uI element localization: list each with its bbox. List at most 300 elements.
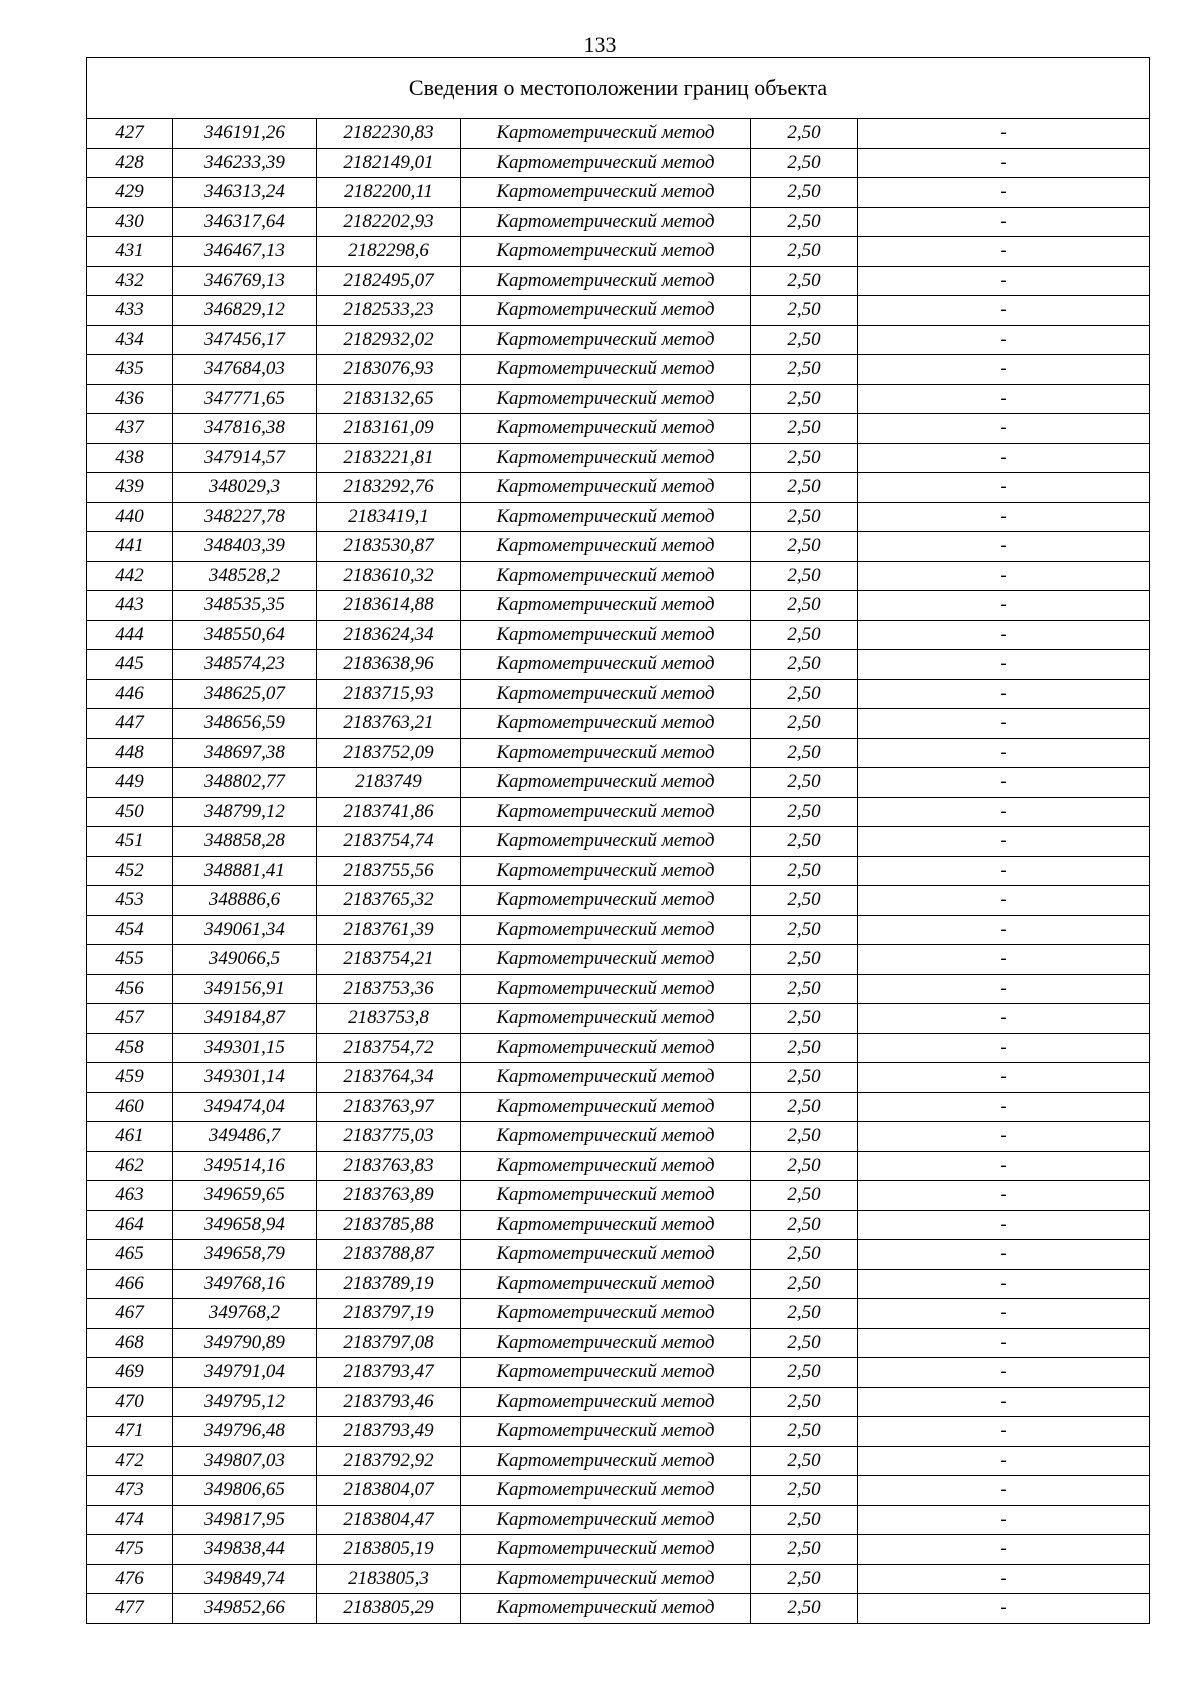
table-row <box>87 915 1150 945</box>
table-row <box>87 1564 1150 1594</box>
point-number-cell: 444 <box>87 620 173 650</box>
description-cell: - <box>858 119 1150 149</box>
table-row <box>87 1063 1150 1093</box>
table-row <box>87 296 1150 326</box>
method-cell: Картометрический метод <box>461 1269 751 1299</box>
y-coordinate-cell: 2183788,87 <box>317 1240 461 1270</box>
method-cell: Картометрический метод <box>461 443 751 473</box>
accuracy-cell: 2,50 <box>751 325 858 355</box>
y-coordinate-cell: 2183804,47 <box>317 1505 461 1535</box>
description-cell: - <box>858 1004 1150 1034</box>
x-coordinate-cell: 349807,03 <box>173 1446 317 1476</box>
accuracy-cell: 2,50 <box>751 1033 858 1063</box>
x-coordinate-cell: 349790,89 <box>173 1328 317 1358</box>
point-number-cell: 466 <box>87 1269 173 1299</box>
point-number-cell: 451 <box>87 827 173 857</box>
description-cell: - <box>858 207 1150 237</box>
accuracy-cell: 2,50 <box>751 1004 858 1034</box>
method-cell: Картометрический метод <box>461 207 751 237</box>
description-cell: - <box>858 1210 1150 1240</box>
description-cell: - <box>858 1181 1150 1211</box>
point-number-cell: 460 <box>87 1092 173 1122</box>
description-cell: - <box>858 414 1150 444</box>
x-coordinate-cell: 348858,28 <box>173 827 317 857</box>
x-coordinate-cell: 349474,04 <box>173 1092 317 1122</box>
x-coordinate-cell: 347914,57 <box>173 443 317 473</box>
table-row <box>87 414 1150 444</box>
accuracy-cell: 2,50 <box>751 679 858 709</box>
description-cell: - <box>858 561 1150 591</box>
accuracy-cell: 2,50 <box>751 237 858 267</box>
description-cell: - <box>858 1299 1150 1329</box>
accuracy-cell: 2,50 <box>751 355 858 385</box>
table-row <box>87 443 1150 473</box>
description-cell: - <box>858 384 1150 414</box>
y-coordinate-cell: 2183765,32 <box>317 886 461 916</box>
y-coordinate-cell: 2183804,07 <box>317 1476 461 1506</box>
y-coordinate-cell: 2183753,8 <box>317 1004 461 1034</box>
y-coordinate-cell: 2182230,83 <box>317 119 461 149</box>
method-cell: Картометрический метод <box>461 1063 751 1093</box>
y-coordinate-cell: 2182200,11 <box>317 178 461 208</box>
method-cell: Картометрический метод <box>461 945 751 975</box>
y-coordinate-cell: 2183793,47 <box>317 1358 461 1388</box>
x-coordinate-cell: 349514,16 <box>173 1151 317 1181</box>
table-row <box>87 679 1150 709</box>
accuracy-cell: 2,50 <box>751 207 858 237</box>
point-number-cell: 450 <box>87 797 173 827</box>
description-cell: - <box>858 886 1150 916</box>
accuracy-cell: 2,50 <box>751 1181 858 1211</box>
table-row <box>87 1210 1150 1240</box>
accuracy-cell: 2,50 <box>751 1210 858 1240</box>
description-cell: - <box>858 1358 1150 1388</box>
description-cell: - <box>858 856 1150 886</box>
method-cell: Картометрический метод <box>461 1387 751 1417</box>
x-coordinate-cell: 349852,66 <box>173 1594 317 1624</box>
accuracy-cell: 2,50 <box>751 738 858 768</box>
point-number-cell: 439 <box>87 473 173 503</box>
method-cell: Картометрический метод <box>461 325 751 355</box>
point-number-cell: 428 <box>87 148 173 178</box>
x-coordinate-cell: 349184,87 <box>173 1004 317 1034</box>
y-coordinate-cell: 2183763,89 <box>317 1181 461 1211</box>
accuracy-cell: 2,50 <box>751 974 858 1004</box>
method-cell: Картометрический метод <box>461 384 751 414</box>
description-cell: - <box>858 1564 1150 1594</box>
method-cell: Картометрический метод <box>461 148 751 178</box>
table-row <box>87 266 1150 296</box>
method-cell: Картометрический метод <box>461 119 751 149</box>
x-coordinate-cell: 349791,04 <box>173 1358 317 1388</box>
description-cell: - <box>858 679 1150 709</box>
point-number-cell: 459 <box>87 1063 173 1093</box>
boundary-coordinates-table <box>86 57 1150 1624</box>
table-row <box>87 768 1150 798</box>
description-cell: - <box>858 355 1150 385</box>
point-number-cell: 434 <box>87 325 173 355</box>
method-cell: Картометрический метод <box>461 561 751 591</box>
method-cell: Картометрический метод <box>461 1092 751 1122</box>
point-number-cell: 429 <box>87 178 173 208</box>
table-row <box>87 1387 1150 1417</box>
method-cell: Картометрический метод <box>461 1476 751 1506</box>
x-coordinate-cell: 348550,64 <box>173 620 317 650</box>
x-coordinate-cell: 349768,16 <box>173 1269 317 1299</box>
x-coordinate-cell: 349658,94 <box>173 1210 317 1240</box>
description-cell: - <box>858 1092 1150 1122</box>
accuracy-cell: 2,50 <box>751 945 858 975</box>
table-row <box>87 325 1150 355</box>
accuracy-cell: 2,50 <box>751 502 858 532</box>
y-coordinate-cell: 2183530,87 <box>317 532 461 562</box>
y-coordinate-cell: 2183624,34 <box>317 620 461 650</box>
method-cell: Картометрический метод <box>461 1535 751 1565</box>
method-cell: Картометрический метод <box>461 1004 751 1034</box>
method-cell: Картометрический метод <box>461 502 751 532</box>
method-cell: Картометрический метод <box>461 1446 751 1476</box>
method-cell: Картометрический метод <box>461 355 751 385</box>
table-row <box>87 148 1150 178</box>
method-cell: Картометрический метод <box>461 1328 751 1358</box>
description-cell: - <box>858 1535 1150 1565</box>
y-coordinate-cell: 2183755,56 <box>317 856 461 886</box>
y-coordinate-cell: 2182533,23 <box>317 296 461 326</box>
table-row <box>87 355 1150 385</box>
point-number-cell: 452 <box>87 856 173 886</box>
method-cell: Картометрический метод <box>461 591 751 621</box>
point-number-cell: 441 <box>87 532 173 562</box>
method-cell: Картометрический метод <box>461 620 751 650</box>
y-coordinate-cell: 2183161,09 <box>317 414 461 444</box>
point-number-cell: 430 <box>87 207 173 237</box>
point-number-cell: 435 <box>87 355 173 385</box>
point-number-cell: 448 <box>87 738 173 768</box>
y-coordinate-cell: 2183797,19 <box>317 1299 461 1329</box>
accuracy-cell: 2,50 <box>751 1063 858 1093</box>
y-coordinate-cell: 2183638,96 <box>317 650 461 680</box>
description-cell: - <box>858 1476 1150 1506</box>
y-coordinate-cell: 2183715,93 <box>317 679 461 709</box>
table-row <box>87 119 1150 149</box>
accuracy-cell: 2,50 <box>751 1476 858 1506</box>
point-number-cell: 453 <box>87 886 173 916</box>
method-cell: Картометрический метод <box>461 178 751 208</box>
method-cell: Картометрический метод <box>461 856 751 886</box>
description-cell: - <box>858 650 1150 680</box>
description-cell: - <box>858 1594 1150 1624</box>
table-row <box>87 945 1150 975</box>
description-cell: - <box>858 709 1150 739</box>
point-number-cell: 458 <box>87 1033 173 1063</box>
y-coordinate-cell: 2183805,29 <box>317 1594 461 1624</box>
point-number-cell: 432 <box>87 266 173 296</box>
y-coordinate-cell: 2183754,21 <box>317 945 461 975</box>
table-row <box>87 1358 1150 1388</box>
x-coordinate-cell: 349838,44 <box>173 1535 317 1565</box>
table-row <box>87 856 1150 886</box>
method-cell: Картометрический метод <box>461 1417 751 1447</box>
x-coordinate-cell: 349301,14 <box>173 1063 317 1093</box>
method-cell: Картометрический метод <box>461 886 751 916</box>
description-cell: - <box>858 1240 1150 1270</box>
point-number-cell: 446 <box>87 679 173 709</box>
point-number-cell: 474 <box>87 1505 173 1535</box>
table-row <box>87 1122 1150 1152</box>
x-coordinate-cell: 349817,95 <box>173 1505 317 1535</box>
y-coordinate-cell: 2183797,08 <box>317 1328 461 1358</box>
method-cell: Картометрический метод <box>461 237 751 267</box>
x-coordinate-cell: 346191,26 <box>173 119 317 149</box>
point-number-cell: 477 <box>87 1594 173 1624</box>
method-cell: Картометрический метод <box>461 709 751 739</box>
point-number-cell: 476 <box>87 1564 173 1594</box>
accuracy-cell: 2,50 <box>751 1328 858 1358</box>
method-cell: Картометрический метод <box>461 1122 751 1152</box>
point-number-cell: 470 <box>87 1387 173 1417</box>
y-coordinate-cell: 2183763,83 <box>317 1151 461 1181</box>
method-cell: Картометрический метод <box>461 1358 751 1388</box>
table-row <box>87 1033 1150 1063</box>
description-cell: - <box>858 1387 1150 1417</box>
point-number-cell: 438 <box>87 443 173 473</box>
x-coordinate-cell: 348029,3 <box>173 473 317 503</box>
table-row <box>87 1269 1150 1299</box>
x-coordinate-cell: 346829,12 <box>173 296 317 326</box>
y-coordinate-cell: 2183221,81 <box>317 443 461 473</box>
method-cell: Картометрический метод <box>461 679 751 709</box>
accuracy-cell: 2,50 <box>751 1446 858 1476</box>
table-row <box>87 738 1150 768</box>
x-coordinate-cell: 349806,65 <box>173 1476 317 1506</box>
point-number-cell: 473 <box>87 1476 173 1506</box>
y-coordinate-cell: 2183749 <box>317 768 461 798</box>
accuracy-cell: 2,50 <box>751 620 858 650</box>
description-cell: - <box>858 1417 1150 1447</box>
accuracy-cell: 2,50 <box>751 1358 858 1388</box>
x-coordinate-cell: 349849,74 <box>173 1564 317 1594</box>
description-cell: - <box>858 532 1150 562</box>
y-coordinate-cell: 2183793,49 <box>317 1417 461 1447</box>
x-coordinate-cell: 349658,79 <box>173 1240 317 1270</box>
table-row <box>87 1092 1150 1122</box>
point-number-cell: 467 <box>87 1299 173 1329</box>
table-row <box>87 1004 1150 1034</box>
description-cell: - <box>858 1151 1150 1181</box>
accuracy-cell: 2,50 <box>751 1151 858 1181</box>
y-coordinate-cell: 2183132,65 <box>317 384 461 414</box>
description-cell: - <box>858 974 1150 1004</box>
description-cell: - <box>858 591 1150 621</box>
method-cell: Картометрический метод <box>461 650 751 680</box>
x-coordinate-cell: 349301,15 <box>173 1033 317 1063</box>
method-cell: Картометрический метод <box>461 296 751 326</box>
table-row <box>87 561 1150 591</box>
point-number-cell: 437 <box>87 414 173 444</box>
x-coordinate-cell: 349768,2 <box>173 1299 317 1329</box>
description-cell: - <box>858 148 1150 178</box>
accuracy-cell: 2,50 <box>751 1505 858 1535</box>
x-coordinate-cell: 346769,13 <box>173 266 317 296</box>
description-cell: - <box>858 473 1150 503</box>
table-row <box>87 1446 1150 1476</box>
y-coordinate-cell: 2183741,86 <box>317 797 461 827</box>
x-coordinate-cell: 346233,39 <box>173 148 317 178</box>
description-cell: - <box>858 620 1150 650</box>
description-cell: - <box>858 1505 1150 1535</box>
x-coordinate-cell: 349486,7 <box>173 1122 317 1152</box>
table-row <box>87 384 1150 414</box>
description-cell: - <box>858 915 1150 945</box>
accuracy-cell: 2,50 <box>751 1564 858 1594</box>
method-cell: Картометрический метод <box>461 1181 751 1211</box>
accuracy-cell: 2,50 <box>751 591 858 621</box>
description-cell: - <box>858 768 1150 798</box>
y-coordinate-cell: 2183805,19 <box>317 1535 461 1565</box>
y-coordinate-cell: 2183752,09 <box>317 738 461 768</box>
method-cell: Картометрический метод <box>461 915 751 945</box>
accuracy-cell: 2,50 <box>751 827 858 857</box>
description-cell: - <box>858 1063 1150 1093</box>
accuracy-cell: 2,50 <box>751 709 858 739</box>
point-number-cell: 457 <box>87 1004 173 1034</box>
point-number-cell: 463 <box>87 1181 173 1211</box>
table-row <box>87 886 1150 916</box>
accuracy-cell: 2,50 <box>751 148 858 178</box>
accuracy-cell: 2,50 <box>751 1535 858 1565</box>
x-coordinate-cell: 346467,13 <box>173 237 317 267</box>
y-coordinate-cell: 2183753,36 <box>317 974 461 1004</box>
table-row <box>87 473 1150 503</box>
x-coordinate-cell: 346317,64 <box>173 207 317 237</box>
y-coordinate-cell: 2183610,32 <box>317 561 461 591</box>
y-coordinate-cell: 2183419,1 <box>317 502 461 532</box>
y-coordinate-cell: 2183614,88 <box>317 591 461 621</box>
y-coordinate-cell: 2183775,03 <box>317 1122 461 1152</box>
point-number-cell: 471 <box>87 1417 173 1447</box>
table-body <box>87 119 1150 1624</box>
accuracy-cell: 2,50 <box>751 1269 858 1299</box>
x-coordinate-cell: 348227,78 <box>173 502 317 532</box>
point-number-cell: 468 <box>87 1328 173 1358</box>
table-row <box>87 1328 1150 1358</box>
y-coordinate-cell: 2183792,92 <box>317 1446 461 1476</box>
point-number-cell: 443 <box>87 591 173 621</box>
x-coordinate-cell: 347684,03 <box>173 355 317 385</box>
method-cell: Картометрический метод <box>461 1210 751 1240</box>
table-row <box>87 620 1150 650</box>
point-number-cell: 436 <box>87 384 173 414</box>
accuracy-cell: 2,50 <box>751 768 858 798</box>
method-cell: Картометрический метод <box>461 974 751 1004</box>
accuracy-cell: 2,50 <box>751 1122 858 1152</box>
method-cell: Картометрический метод <box>461 768 751 798</box>
description-cell: - <box>858 1033 1150 1063</box>
table-row <box>87 1594 1150 1624</box>
x-coordinate-cell: 349795,12 <box>173 1387 317 1417</box>
table-row <box>87 1417 1150 1447</box>
table-row <box>87 827 1150 857</box>
point-number-cell: 455 <box>87 945 173 975</box>
table-row <box>87 1151 1150 1181</box>
description-cell: - <box>858 1269 1150 1299</box>
x-coordinate-cell: 346313,24 <box>173 178 317 208</box>
table-row <box>87 797 1150 827</box>
accuracy-cell: 2,50 <box>751 650 858 680</box>
x-coordinate-cell: 348625,07 <box>173 679 317 709</box>
point-number-cell: 475 <box>87 1535 173 1565</box>
accuracy-cell: 2,50 <box>751 797 858 827</box>
y-coordinate-cell: 2182495,07 <box>317 266 461 296</box>
accuracy-cell: 2,50 <box>751 1240 858 1270</box>
accuracy-cell: 2,50 <box>751 915 858 945</box>
method-cell: Картометрический метод <box>461 797 751 827</box>
y-coordinate-cell: 2183785,88 <box>317 1210 461 1240</box>
accuracy-cell: 2,50 <box>751 1387 858 1417</box>
point-number-cell: 469 <box>87 1358 173 1388</box>
table-row <box>87 502 1150 532</box>
accuracy-cell: 2,50 <box>751 178 858 208</box>
y-coordinate-cell: 2183761,39 <box>317 915 461 945</box>
accuracy-cell: 2,50 <box>751 266 858 296</box>
x-coordinate-cell: 348799,12 <box>173 797 317 827</box>
method-cell: Картометрический метод <box>461 414 751 444</box>
accuracy-cell: 2,50 <box>751 886 858 916</box>
method-cell: Картометрический метод <box>461 532 751 562</box>
accuracy-cell: 2,50 <box>751 443 858 473</box>
y-coordinate-cell: 2182932,02 <box>317 325 461 355</box>
point-number-cell: 472 <box>87 1446 173 1476</box>
point-number-cell: 427 <box>87 119 173 149</box>
x-coordinate-cell: 349796,48 <box>173 1417 317 1447</box>
y-coordinate-cell: 2183763,97 <box>317 1092 461 1122</box>
method-cell: Картометрический метод <box>461 1594 751 1624</box>
point-number-cell: 462 <box>87 1151 173 1181</box>
x-coordinate-cell: 347771,65 <box>173 384 317 414</box>
method-cell: Картометрический метод <box>461 1240 751 1270</box>
method-cell: Картометрический метод <box>461 266 751 296</box>
point-number-cell: 461 <box>87 1122 173 1152</box>
description-cell: - <box>858 738 1150 768</box>
accuracy-cell: 2,50 <box>751 473 858 503</box>
point-number-cell: 465 <box>87 1240 173 1270</box>
description-cell: - <box>858 1328 1150 1358</box>
method-cell: Картометрический метод <box>461 1151 751 1181</box>
table-row <box>87 974 1150 1004</box>
x-coordinate-cell: 347816,38 <box>173 414 317 444</box>
accuracy-cell: 2,50 <box>751 414 858 444</box>
table-row <box>87 207 1150 237</box>
description-cell: - <box>858 797 1150 827</box>
y-coordinate-cell: 2183754,74 <box>317 827 461 857</box>
x-coordinate-cell: 348574,23 <box>173 650 317 680</box>
description-cell: - <box>858 945 1150 975</box>
point-number-cell: 442 <box>87 561 173 591</box>
method-cell: Картометрический метод <box>461 1564 751 1594</box>
accuracy-cell: 2,50 <box>751 384 858 414</box>
table-row <box>87 1240 1150 1270</box>
description-cell: - <box>858 237 1150 267</box>
description-cell: - <box>858 178 1150 208</box>
accuracy-cell: 2,50 <box>751 1299 858 1329</box>
table-title: Сведения о местоположении границ объекта <box>87 58 1150 119</box>
x-coordinate-cell: 348535,35 <box>173 591 317 621</box>
y-coordinate-cell: 2183754,72 <box>317 1033 461 1063</box>
method-cell: Картометрический метод <box>461 1299 751 1329</box>
x-coordinate-cell: 347456,17 <box>173 325 317 355</box>
accuracy-cell: 2,50 <box>751 561 858 591</box>
table-row <box>87 1299 1150 1329</box>
